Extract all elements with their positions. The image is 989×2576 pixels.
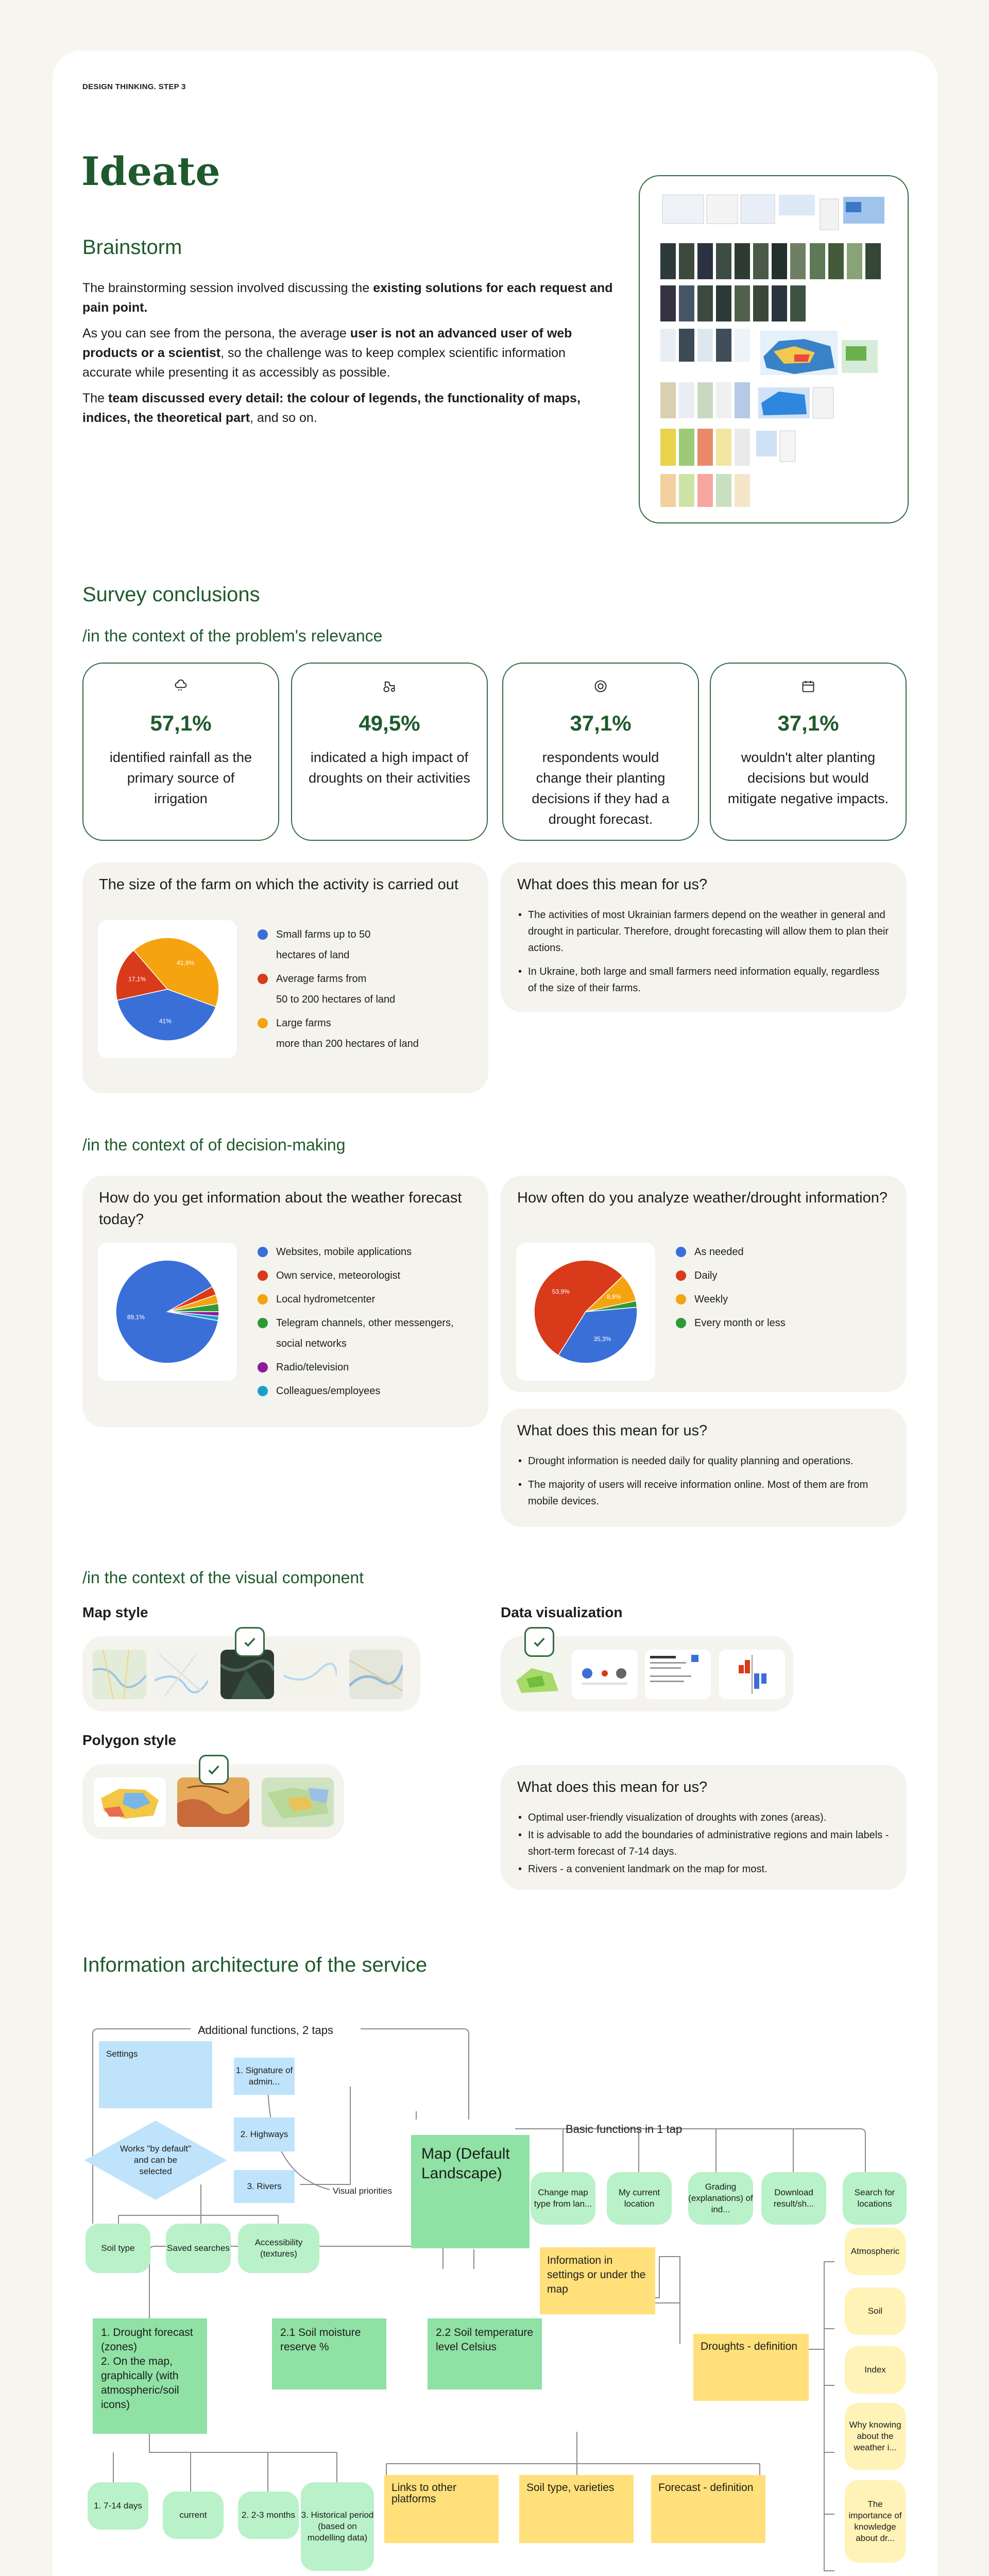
legend-item: Telegram channels, other messengers, social networks xyxy=(258,1313,479,1354)
legend-item: Radio/television xyxy=(258,1357,479,1378)
bullet: • It is advisable to add the boundaries of administrative regions and main labels - short-term forecast of 7-14 days. xyxy=(518,1827,889,1860)
links-node: Links to other platforms xyxy=(384,2475,499,2543)
legend-item: Large farms more than 200 hectares of land xyxy=(258,1013,474,1054)
basic-function-node: Search for locations xyxy=(843,2172,907,2225)
bullet: • The majority of users will receive information online. Most of them are from mobile devices. xyxy=(518,1477,889,1510)
panel-title: The size of the farm on which the activity is carried out xyxy=(99,876,458,893)
brainstorm-text: The brainstorming session involved discussing the existing solutions for each request and pain point. As you can see from the persona, the average user is not an advanced user of web products or a scientist, so the challenge was to keep complex scientific information accurate while presenting it as accessibly as possible. The team discussed every detail: the colour of legends, the functionality of maps, indices, the theoretical part, and so on. xyxy=(82,281,613,425)
layer-node: 3. Rivers xyxy=(234,2170,295,2203)
panel-title: What does this mean for us? xyxy=(517,1422,708,1439)
context-decision: /in the context of of decision-making xyxy=(82,1136,346,1154)
pie-slice-label: 35,3% xyxy=(593,1335,611,1343)
layer-node: 2. Highways xyxy=(234,2117,295,2151)
info-topic-node: Why knowing about the weather i... xyxy=(845,2403,906,2470)
legend-item: Websites, mobile applications xyxy=(258,1242,479,1262)
legend-item: Local hydrometcenter xyxy=(258,1289,479,1310)
forecast-definition-node: Forecast - definition xyxy=(651,2475,765,2543)
legend-item: Weekly xyxy=(676,1289,892,1310)
pie-slice-label: 8,8% xyxy=(607,1293,621,1300)
layer-node: 1. Signature of admin... xyxy=(234,2058,295,2095)
additional-functions-label: Additional functions, 2 taps xyxy=(198,2024,333,2037)
info-topic-node: Atmospheric xyxy=(845,2228,906,2275)
pie-slice-label: 41% xyxy=(159,1017,172,1025)
period-node: current xyxy=(163,2492,224,2539)
data-viz-title: Data visualization xyxy=(501,1604,623,1620)
basic-function-node: Download result/sh... xyxy=(761,2172,826,2225)
stat-description: indicated a high impact of droughts on their activities xyxy=(309,750,470,786)
polygon-style-title: Polygon style xyxy=(82,1732,177,1748)
period-node: 2. 2-3 months xyxy=(238,2492,299,2539)
architecture-title: Information architecture of the service xyxy=(82,1954,428,1976)
panel-title: What does this mean for us? xyxy=(517,1779,708,1795)
soil-varieties-node: Soil type, varieties xyxy=(519,2475,634,2543)
stat-description: identified rainfall as the primary source of irrigation xyxy=(109,750,252,806)
legend-item: Own service, meteorologist xyxy=(258,1265,479,1286)
settings-node: Settings xyxy=(99,2041,212,2108)
survey-title: Survey conclusions xyxy=(82,583,260,606)
context-visual: /in the context of the visual component xyxy=(82,1568,364,1587)
bullet: • In Ukraine, both large and small farmers need information equally, regardless of the size of their farms. xyxy=(518,963,889,996)
soil-temperature-node: 2.2 Soil temperature level Celsius xyxy=(428,2318,542,2389)
droughts-definition-node: Droughts - definition xyxy=(693,2334,809,2401)
basic-functions-label: Basic functions in 1 tap xyxy=(566,2123,683,2136)
legend-item: As needed xyxy=(676,1242,892,1262)
period-node: 3. Historical period (based on modelling data) xyxy=(301,2482,374,2571)
settings-item-node: Soil type xyxy=(86,2224,150,2273)
basic-function-node: Grading (explanations) of ind... xyxy=(688,2172,753,2225)
forecast-item: 2. On the map, graphically (with atmospheric/soil icons) xyxy=(101,2355,179,2411)
map-node: Map (Default Landscape) xyxy=(411,2135,530,2248)
panel-title: What does this mean for us? xyxy=(517,876,708,893)
settings-item-node: Accessibility (textures) xyxy=(238,2224,319,2273)
page-title: Ideate xyxy=(81,148,220,194)
basic-function-node: My current location xyxy=(607,2172,672,2225)
map-style-title: Map style xyxy=(82,1604,148,1620)
stat-description: respondents would change their planting decisions if they had a drought forecast. xyxy=(532,750,670,827)
settings-item-node: Saved searches xyxy=(166,2224,231,2273)
legend-item: Every month or less xyxy=(676,1313,892,1333)
info-topic-node: The importance of knowledge about dr... xyxy=(845,2480,906,2563)
bullet: • The activities of most Ukrainian farmers depend on the weather in general and drought in particular. Therefore, drought forecasting will allow them to plan their actions. xyxy=(518,907,889,956)
stat-percent: 49,5% xyxy=(359,711,420,735)
stat-percent: 37,1% xyxy=(777,711,839,735)
period-node: 1. 7-14 days xyxy=(88,2482,148,2530)
stat-percent: 57,1% xyxy=(150,711,212,735)
forecast-item: 1. Drought forecast (zones) xyxy=(101,2327,193,2353)
eyebrow: DESIGN THINKING. STEP 3 xyxy=(82,82,186,91)
works-default-diamond: Works "by default" and can be selected xyxy=(84,2121,227,2200)
pie-slice-label: 17,1% xyxy=(128,975,146,983)
visual-priorities-label: Visual priorities xyxy=(333,2186,392,2196)
legend-item: Daily xyxy=(676,1265,892,1286)
panel-title: How do you get information about the weather forecast today? xyxy=(99,1190,462,1228)
stat-description: wouldn't alter planting decisions but would mitigate negative impacts. xyxy=(727,750,889,806)
legend-item: Small farms up to 50 hectares of land xyxy=(258,924,474,965)
panel-title: How often do you analyze weather/drought information? xyxy=(517,1190,888,1206)
basic-function-node: Change map type from lan... xyxy=(531,2172,595,2225)
drought-forecast-node xyxy=(93,2318,207,2434)
bullet: • Drought information is needed daily for quality planning and operations. xyxy=(518,1453,889,1469)
stat-percent: 37,1% xyxy=(570,711,632,735)
legend-item: Average farms from 50 to 200 hectares of land xyxy=(258,969,474,1010)
soil-moisture-node: 2.1 Soil moisture reserve % xyxy=(272,2318,386,2389)
legend-item: Colleagues/employees xyxy=(258,1381,479,1401)
pie-slice-label: 89,1% xyxy=(127,1313,145,1321)
info-settings-node: Information in settings or under the map xyxy=(540,2247,655,2314)
pie-slice-label: 53,9% xyxy=(552,1287,570,1295)
info-topic-node: Index xyxy=(845,2346,906,2394)
context-relevance: /in the context of the problem's relevance xyxy=(82,626,383,645)
brainstorm-title: Brainstorm xyxy=(82,236,182,259)
bullet: • Rivers - a convenient landmark on the map for most. xyxy=(518,1861,889,1877)
pie-slice-label: 41,9% xyxy=(177,959,195,967)
info-topic-node: Soil xyxy=(845,2287,906,2335)
bullet: • Optimal user-friendly visualization of droughts with zones (areas). xyxy=(518,1809,889,1826)
